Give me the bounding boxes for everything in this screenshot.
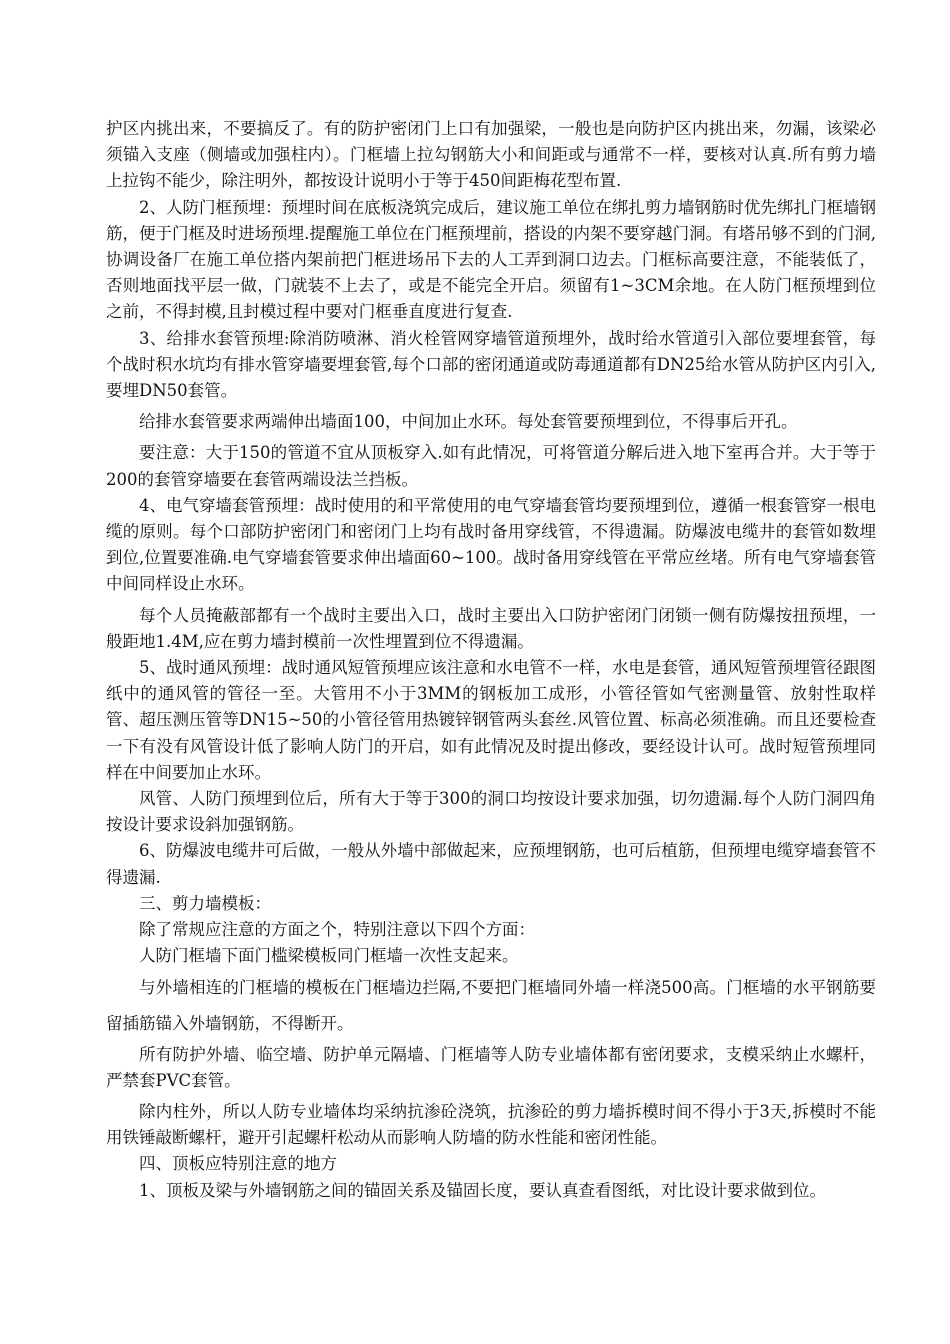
paragraph-plumbing-sleeves: 3、给排水套管预埋:除消防喷淋、消火栓管网穿墙管道预埋外，战时给水管道引入部位要埋套管，每个战时积水坑均有排水管穿墙要埋套管,每个口部的密闭通道或防毒通道都有DN25给水管从防护区内引入,要埋DN50套管。 xyxy=(106,328,876,401)
paragraph-sleeve-notes: 要注意：大于150的管道不宜从顶板穿入.如有此情况，可将管道分解后进入地下室再合并。大于等于200的套管穿墙要在套管两端设法兰挡板。 xyxy=(106,443,876,489)
paragraph-shelter-exit: 每个人员掩蔽部都有一个战时主要出入口，战时主要出入口防护密闭门闭锁一侧有防爆按扭预埋，一般距地1.4M,应在剪力墙封模前一次性埋置到位不得遗漏。 xyxy=(106,605,876,651)
paragraph-waterproof-bolts: 所有防护外墙、临空墙、防护单元隔墙、门框墙等人防专业墙体都有密闭要求，支模采纳止水螺杆，严禁套PVC套管。 xyxy=(106,1044,876,1090)
section-heading-roof-slab: 四、顶板应特别注意的地方 xyxy=(139,1154,337,1174)
paragraph-cable-well: 6、防爆波电缆井可后做，一般从外墙中部做起来，应预埋钢筋，也可后植筋，但预埋电缆穿墙套管不得遗漏. xyxy=(106,841,876,887)
paragraph-ventilation: 5、战时通风预埋：战时通风短管预埋应该注意和水电管不一样，水电是套管，通风短管预埋管径跟图纸中的通风管的管径一至。大管用不小于3MM的钢板加工成形，小管径管如气密测量管、放射性取样管、超压测压管等DN15~50的小管径管用热镀锌钢管两头套丝.风管位置、标高必须准确。而且还要检查一下有没有风管设计低了影响人防门的开启，如有此情况及时提出修改，要经设计认可。战时短管预埋同样在中间要加止水环。 xyxy=(106,658,876,782)
paragraph-door-frame-embedding: 2、人防门框预埋：预埋时间在底板浇筑完成后，建议施工单位在绑扎剪力墙钢筋时优先绑扎门框墙钢筋，便于门框及时进场预埋.提醒施工单位在门框预埋前，搭设的内架不要穿越门洞。有塔吊够不到的门洞,协调设备厂在施工单位搭内架前把门框进场吊下去的人工弄到洞口边去。门框标高要注意，不能装低了，否则地面找平层一做，门就装不上去了，或是不能完全开启。须留有1~3CM余地。在人防门框预埋到位之前，不得封模,且封模过程中要对门框垂直度进行复查. xyxy=(106,197,876,322)
paragraph-door-frame-formwork: 与外墙相连的门框墙的模板在门框墙边拦隔,不要把门框墙同外墙一样浇500高。门框墙的水平钢筋要留插筋锚入外墙钢筋，不得断开。 xyxy=(106,977,876,1033)
paragraph-electrical-sleeves: 4、电气穿墙套管预埋：战时使用的和平常使用的电气穿墙套管均要预埋到位，遵循一根套管穿一根电缆的原则。每个口部防护密闭门和密闭门上均有战时备用穿线管，不得遗漏。防爆波电缆井的套管如数埋到位,位置要准确.电气穿墙套管要求伸出墙面60~100。战时备用穿线管在平常应丝堵。所有电气穿墙套管中间同样设止水环。 xyxy=(106,495,876,594)
paragraph-sleeve-requirements: 给排水套管要求两端伸出墙面100，中间加止水环。每处套管要预埋到位，不得事后开孔。 xyxy=(139,412,798,432)
document-body xyxy=(106,116,876,1204)
paragraph-shear-wall-intro: 除了常规应注意的方面之个，特别注意以下四个方面： xyxy=(139,920,535,940)
paragraph-roof-anchorage: 1、顶板及梁与外墙钢筋之间的锚固关系及锚固长度，要认真查看图纸，对比设计要求做到位。 xyxy=(139,1180,826,1200)
paragraph-impermeable-concrete: 除内柱外，所以人防专业墙体均采纳抗渗砼浇筑，抗渗砼的剪力墙拆模时间不得小于3天,拆模时不能用铁锤敲断螺杆，避开引起螺杆松动从而影响人防墙的防水性能和密闭性能。 xyxy=(106,1101,876,1148)
paragraph-continuation: 护区内挑出来，不要搞反了。有的防护密闭门上口有加强梁，一般也是向防护区内挑出来，勿漏，该梁必须锚入支座（侧墙或加强柱内）。门框墙上拉勾钢筋大小和间距或与通常不一样，要核对认真.所有剪力墙上拉钩不能少，除注明外，都按设计说明小于等于450间距梅花型布置. xyxy=(106,119,876,191)
section-heading-shear-wall: 三、剪力墙模板： xyxy=(139,893,271,913)
paragraph-threshold-beam: 人防门框墙下面门槛梁模板同门框墙一次性支起来。 xyxy=(139,946,519,966)
paragraph-opening-reinforcement: 风管、人防门预埋到位后，所有大于等于300的洞口均按设计要求加强，切勿遗漏.每个人防门洞四角按设计要求设斜加强钢筋。 xyxy=(106,789,876,835)
